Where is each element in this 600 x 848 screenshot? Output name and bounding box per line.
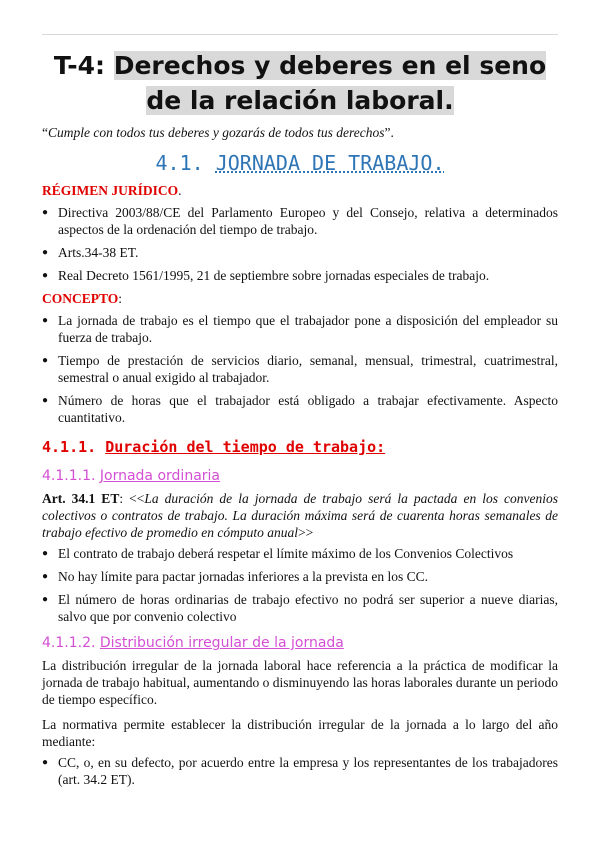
- title-line-2: de la relación laboral.: [146, 86, 454, 115]
- list-item: ● No hay límite para pactar jornadas inferiores a la prevista en los CC.: [42, 568, 558, 585]
- list-item: ● La jornada de trabajo es el tiempo que el trabajador pone a disposición del empleador su fuerza de trabajo.: [42, 312, 558, 346]
- list-item: ● El número de horas ordinarias de trabajo efectivo no podrá ser superior a nueve diarias, salvo que por convenio colectivo: [42, 591, 558, 625]
- section-number: 4.1.: [155, 151, 216, 175]
- article-quote: Art. 34.1 ET: <<La duración de la jornada de trabajo será la pactada en los convenios colectivos o contratos de trabajo. La duración máxima será de cuarenta horas semanales de trabajo efectivo de promedio en cómputo anual>>: [42, 491, 558, 540]
- list-item: ● Tiempo de prestación de servicios diario, semanal, mensual, trimestral, cuatrimestral, semestral o anual exigido al trabajador.: [42, 352, 558, 386]
- subsubsection-heading-jornada-ordinaria: 4.1.1.1. Jornada ordinaria: [42, 468, 220, 484]
- subsection-heading-duracion: 4.1.1. Duración del tiempo de trabajo:: [42, 438, 386, 456]
- section-title: JORNADA DE TRABAJO.: [215, 151, 445, 175]
- distribucion-list: [42, 754, 558, 788]
- top-divider: [42, 34, 558, 35]
- list-item: ● CC, o, en su defecto, por acuerdo entre la empresa y los representantes de los trabajadores (art. 34.2 ET).: [42, 754, 558, 788]
- title-prefix: T-4:: [53, 51, 114, 80]
- subsubsection-heading-distribucion: 4.1.1.2. Distribución irregular de la jornada: [42, 635, 344, 651]
- jornada-ordinaria-list: [42, 545, 558, 625]
- concepto-list: [42, 312, 558, 426]
- list-item: ● Arts.34-38 ET.: [42, 244, 558, 261]
- concepto-heading: CONCEPTO:: [42, 291, 123, 306]
- paragraph: La normativa permite establecer la distribución irregular de la jornada a lo largo del año mediante:: [42, 717, 558, 749]
- list-item: ● Número de horas que el trabajador está obligado a trabajar efectivamente. Aspecto cuantitativo.: [42, 392, 558, 426]
- list-item: ● Real Decreto 1561/1995, 21 de septiembre sobre jornadas especiales de trabajo.: [42, 267, 558, 284]
- paragraph: La distribución irregular de la jornada laboral hace referencia a la práctica de modificar la jornada de trabajo habitual, aumentando o disminuyendo las horas laborales durante un periodo de tiempo específico.: [42, 658, 558, 707]
- page-title: [42, 0, 558, 118]
- regimen-heading: RÉGIMEN JURÍDICO.: [42, 183, 182, 198]
- epigraph-quote: “Cumple con todos tus deberes y gozarás de todos tus derechos”.: [42, 125, 394, 140]
- list-item: ● Directiva 2003/88/CE del Parlamento Europeo y del Consejo, relativa a determinados aspectos de la ordenación del tiempo de trabajo.: [42, 204, 558, 238]
- title-line-1: Derechos y deberes en el seno: [113, 51, 547, 80]
- list-item: ● El contrato de trabajo deberá respetar el límite máximo de los Convenios Colectivos: [42, 545, 558, 562]
- section-heading: [42, 150, 558, 176]
- quote-text: Cumple con todos tus deberes y gozarás de todos tus derechos: [48, 125, 385, 140]
- regimen-list: [42, 204, 558, 284]
